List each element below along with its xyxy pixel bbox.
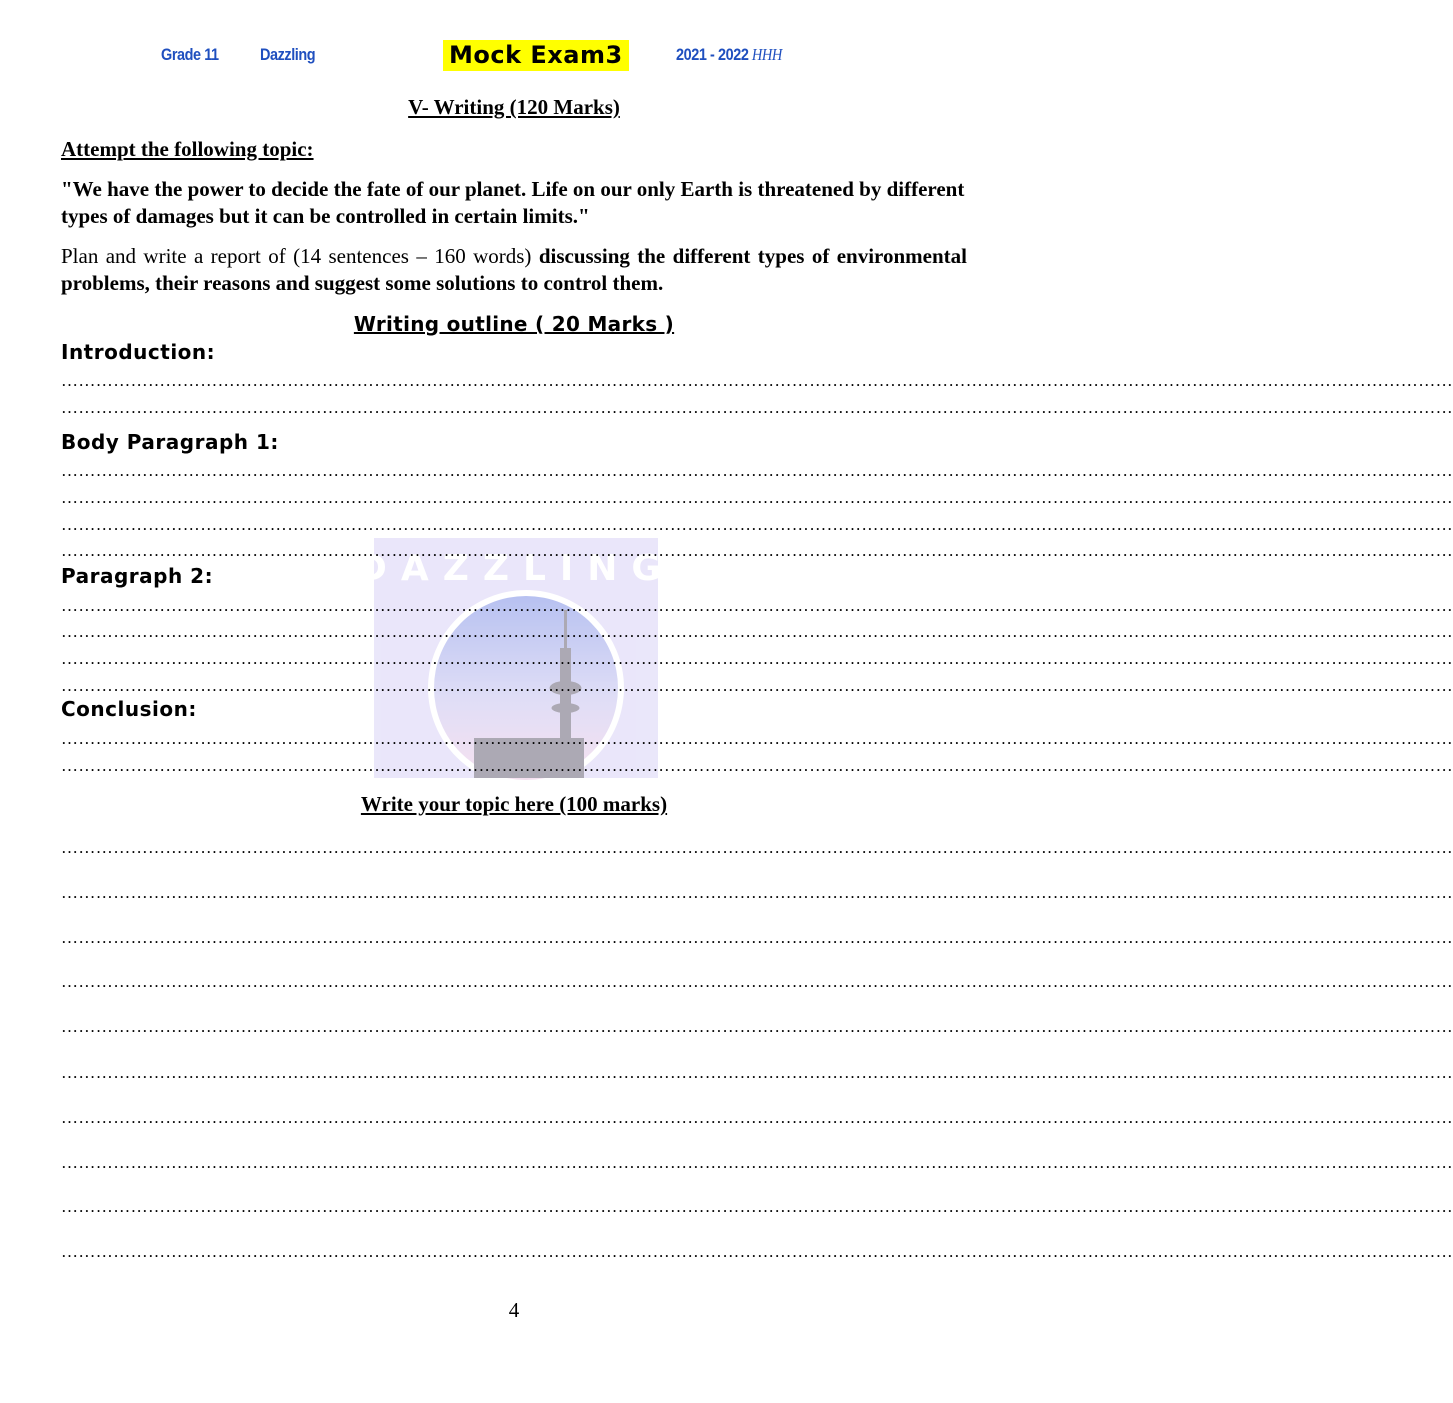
writing-line[interactable]: …………………………………………………………………………………………………………………………………………………………………………………………………………………… — [61, 838, 1453, 857]
header-years-text: 2021 - 2022 — [676, 45, 749, 64]
instruction-bold: discussing the different types of environmental problems, their reasons and suggest some solutions to control them. — [61, 244, 967, 295]
answer-line[interactable]: …………………………………………………………………………………………………………………………………………………………………………………………………………………… — [61, 398, 1453, 417]
outline-introduction-label: Introduction: — [61, 340, 216, 364]
topic-quote: "We have the power to decide the fate of our planet. Life on our only Earth is threatened by different types of damages but it can be controlled in certain limits." — [61, 177, 965, 228]
writing-line[interactable]: …………………………………………………………………………………………………………………………………………………………………………………………………………………… — [61, 883, 1453, 902]
writing-line[interactable]: …………………………………………………………………………………………………………………………………………………………………………………………………………………… — [61, 1153, 1453, 1172]
header-initials: HHH — [751, 45, 782, 64]
writing-line[interactable]: …………………………………………………………………………………………………………………………………………………………………………………………………………………… — [61, 972, 1453, 991]
writing-line[interactable]: …………………………………………………………………………………………………………………………………………………………………………………………………………………… — [61, 1197, 1453, 1216]
page-number: 4 — [508, 1298, 520, 1322]
answer-line[interactable]: …………………………………………………………………………………………………………………………………………………………………………………………………………………… — [61, 729, 1453, 748]
outline-body1-label: Body Paragraph 1: — [61, 430, 279, 454]
watermark-text: DAZZLING — [357, 548, 675, 589]
answer-line[interactable]: …………………………………………………………………………………………………………………………………………………………………………………………………………………… — [61, 488, 1453, 507]
page-header — [0, 40, 992, 74]
outline-para2-label: Paragraph 2: — [61, 564, 214, 588]
answer-line[interactable]: …………………………………………………………………………………………………………………………………………………………………………………………………………………… — [61, 515, 1453, 534]
task-instruction — [61, 243, 967, 297]
answer-line[interactable]: …………………………………………………………………………………………………………………………………………………………………………………………………………………… — [61, 622, 1453, 641]
outline-title: Writing outline ( 20 Marks ) — [353, 312, 675, 336]
outline-conclusion-label: Conclusion: — [61, 697, 197, 721]
attempt-label: Attempt the following topic: — [61, 137, 314, 161]
answer-line[interactable]: …………………………………………………………………………………………………………………………………………………………………………………………………………………… — [61, 676, 1453, 695]
header-grade: Grade 11 — [161, 45, 219, 64]
writing-line[interactable]: …………………………………………………………………………………………………………………………………………………………………………………………………………………… — [61, 1063, 1453, 1082]
header-school: Dazzling — [260, 45, 316, 64]
answer-line[interactable]: …………………………………………………………………………………………………………………………………………………………………………………………………………………… — [61, 541, 1453, 560]
topic-writing-title: Write your topic here (100 marks) — [360, 792, 668, 816]
answer-line[interactable]: …………………………………………………………………………………………………………………………………………………………………………………………………………………… — [61, 756, 1453, 775]
answer-line[interactable]: …………………………………………………………………………………………………………………………………………………………………………………………………………………… — [61, 596, 1453, 615]
writing-line[interactable]: …………………………………………………………………………………………………………………………………………………………………………………………………………………… — [61, 928, 1453, 947]
answer-line[interactable]: …………………………………………………………………………………………………………………………………………………………………………………………………………………… — [61, 371, 1453, 390]
header-exam-title: Mock Exam3 — [443, 40, 629, 71]
writing-line[interactable]: …………………………………………………………………………………………………………………………………………………………………………………………………………………… — [61, 1242, 1453, 1261]
section-title: V- Writing (120 Marks) — [408, 95, 620, 119]
answer-line[interactable]: …………………………………………………………………………………………………………………………………………………………………………………………………………………… — [61, 461, 1453, 480]
writing-line[interactable]: …………………………………………………………………………………………………………………………………………………………………………………………………………………… — [61, 1108, 1453, 1127]
instruction-plain: Plan and write a report of (14 sentences – 160 words) — [61, 244, 539, 268]
header-years — [676, 45, 782, 65]
answer-line[interactable]: …………………………………………………………………………………………………………………………………………………………………………………………………………………… — [61, 649, 1453, 668]
writing-line[interactable]: …………………………………………………………………………………………………………………………………………………………………………………………………………………… — [61, 1017, 1453, 1036]
